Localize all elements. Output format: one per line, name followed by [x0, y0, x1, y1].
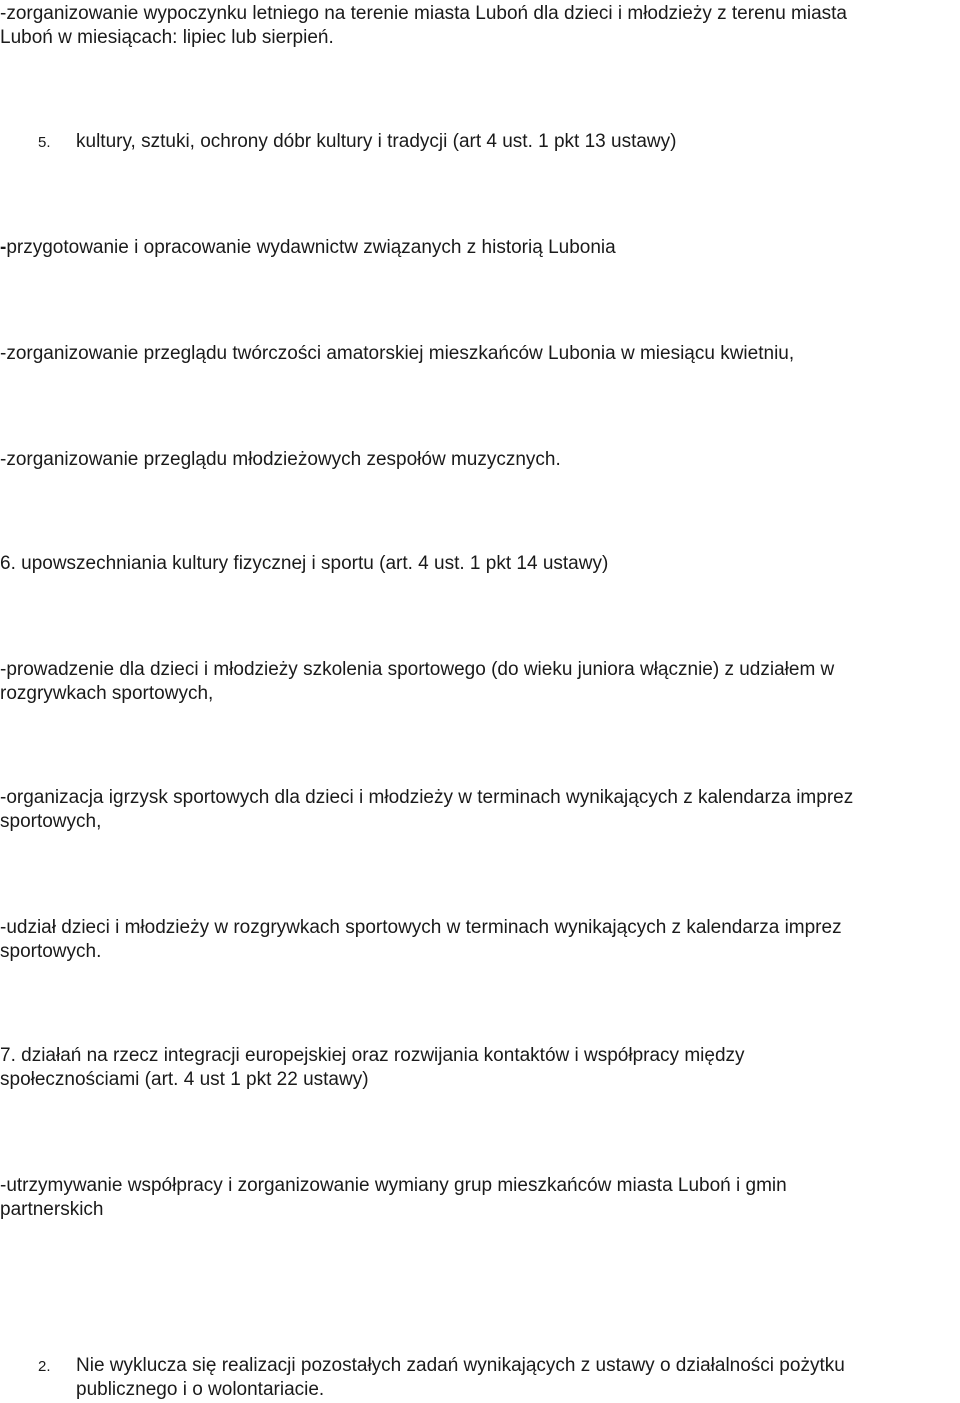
- text-line: 7. działań na rzecz integracji europejskiej oraz rozwijania kontaktów i współpracy między: [0, 1045, 745, 1066]
- text-line: sportowych,: [0, 811, 102, 832]
- section-5-item-publications: [0, 236, 960, 260]
- paragraph-text: [76, 1354, 845, 1402]
- paragraph-summer-holidays: [0, 2, 960, 50]
- text-line: Luboń w miesiącach: lipiec lub sierpień.: [0, 27, 334, 48]
- text-line: partnerskich: [0, 1199, 104, 1220]
- item-text: -zorganizowanie przeglądu młodzieżowych zespołów muzycznych.: [0, 449, 561, 470]
- item-text: przygotowanie i opracowanie wydawnictw związanych z historią Lubonia: [6, 237, 616, 258]
- text-line: -zorganizowanie wypoczynku letniego na terenie miasta Luboń dla dzieci i młodzieży z terenu miasta: [0, 3, 848, 24]
- section-6-item-games: [0, 786, 960, 834]
- section-7-heading: [0, 1044, 960, 1092]
- text-line: sportowych.: [0, 941, 102, 962]
- item-text: -zorganizowanie przeglądu twórczości amatorskiej mieszkańców Lubonia w miesiącu kwietniu,: [0, 343, 795, 364]
- text-line: -prowadzenie dla dzieci i młodzieży szkolenia sportowego (do wieku juniora włącznie) z udziałem w: [0, 659, 835, 680]
- section-6-item-competitions: [0, 916, 960, 964]
- text-line: społecznościami (art. 4 ust 1 pkt 22 ustawy): [0, 1069, 369, 1090]
- text-line: Nie wyklucza się realizacji pozostałych zadań wynikających z ustawy o działalności pożytku: [76, 1355, 845, 1376]
- paragraph-number: 2.: [38, 1358, 51, 1375]
- section-5-item-youth-bands: [0, 448, 960, 472]
- section-5-heading: [0, 130, 960, 155]
- paragraph-2: [0, 1354, 960, 1402]
- section-7-item-cooperation: [0, 1174, 960, 1222]
- section-number: 5.: [38, 134, 51, 151]
- section-title: kultury, sztuki, ochrony dóbr kultury i tradycji (art 4 ust. 1 pkt 13 ustawy): [76, 131, 677, 152]
- bullet-dash: -: [0, 237, 7, 258]
- text-line: publicznego i o wolontariacie.: [76, 1379, 325, 1400]
- section-6-heading: [0, 552, 960, 576]
- section-5-item-amateur-review: [0, 342, 960, 366]
- text-line: -udział dzieci i młodzieży w rozgrywkach sportowych w terminach wynikających z kalendarza imprez: [0, 917, 842, 938]
- section-6-item-training: [0, 658, 960, 706]
- section-title: 6. upowszechniania kultury fizycznej i sportu (art. 4 ust. 1 pkt 14 ustawy): [0, 553, 609, 574]
- text-line: -utrzymywanie współpracy i zorganizowanie wymiany grup mieszkańców miasta Luboń i gmin: [0, 1175, 787, 1196]
- text-line: rozgrywkach sportowych,: [0, 683, 214, 704]
- text-line: -organizacja igrzysk sportowych dla dzieci i młodzieży w terminach wynikających z kalendarza imprez: [0, 787, 854, 808]
